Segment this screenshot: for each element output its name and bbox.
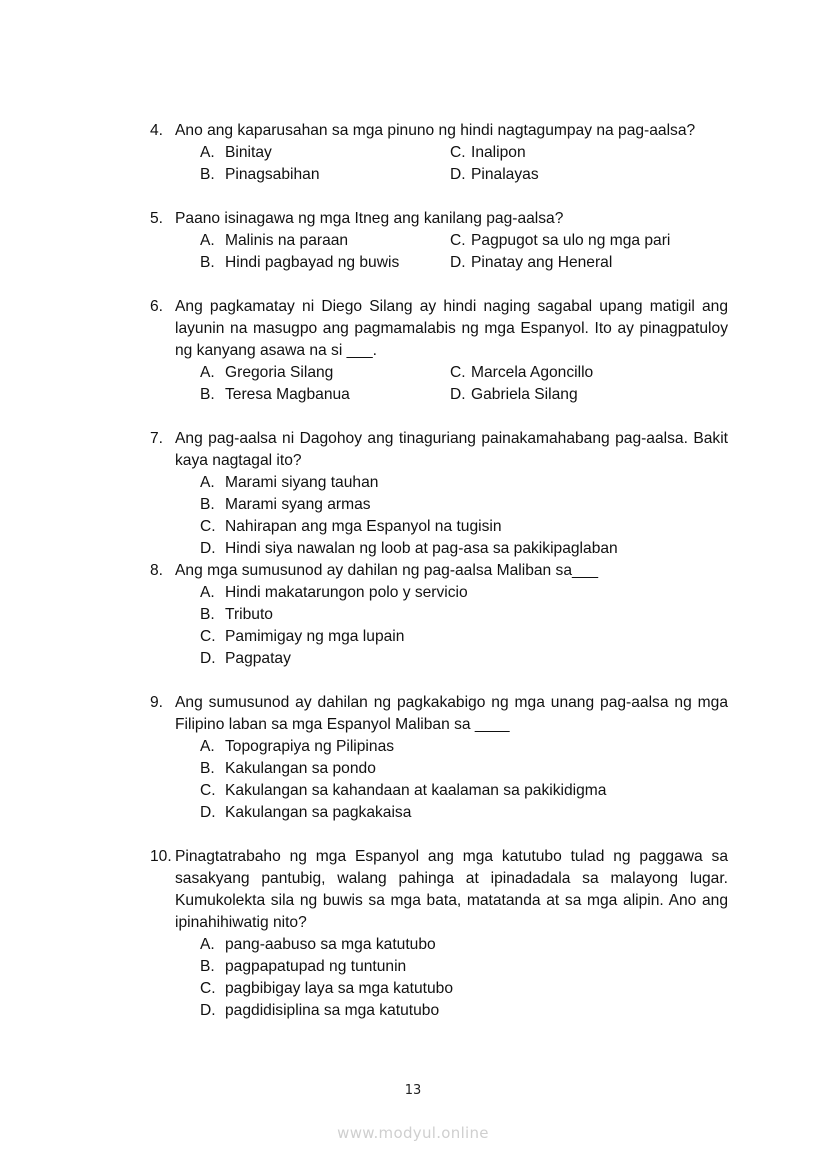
option-a: [200, 934, 728, 956]
option-letter: D.: [200, 804, 216, 821]
question-8: [150, 560, 728, 670]
option-a: [200, 582, 728, 604]
option-letter: C.: [200, 782, 216, 799]
option-a: [200, 230, 450, 252]
option-text: Gregoria Silang: [225, 364, 334, 381]
option-letter: B.: [200, 760, 215, 777]
option-text: pagpapatupad ng tuntunin: [225, 958, 407, 975]
option-b: [200, 252, 450, 274]
option-text: Pinalayas: [471, 166, 539, 183]
watermark: www.modyul.online: [337, 1124, 489, 1142]
option-c: [450, 230, 728, 252]
option-letter: D.: [450, 386, 466, 403]
option-text: Binitay: [225, 144, 272, 161]
question-number: 6.: [150, 298, 164, 315]
question-10: [150, 846, 728, 1022]
option-d: [450, 384, 728, 406]
option-text: pagbibigay laya sa mga katutubo: [225, 980, 453, 997]
option-text: Kakulangan sa kahandaan at kaalaman sa pakikidigma: [225, 782, 607, 799]
option-a: [200, 362, 450, 384]
option-d: [200, 802, 728, 824]
option-letter: A.: [200, 584, 215, 601]
option-text: Kakulangan sa pagkakaisa: [225, 804, 412, 821]
question-5: [150, 208, 728, 274]
question-number: 4.: [150, 122, 164, 139]
option-letter: A.: [200, 232, 215, 249]
option-letter: D.: [200, 650, 216, 667]
option-b: [200, 956, 728, 978]
option-letter: D.: [450, 166, 466, 183]
option-letter: B.: [200, 496, 215, 513]
option-text: Nahirapan ang mga Espanyol na tugisin: [225, 518, 502, 535]
question-7: [150, 428, 728, 560]
option-d: [200, 538, 728, 560]
option-text: Marami siyang tauhan: [225, 474, 379, 491]
option-b: [200, 384, 450, 406]
question-text: Paano isinagawa ng mga Itneg ang kanilang pag-aalsa?: [175, 210, 564, 227]
option-letter: B.: [200, 254, 215, 271]
option-letter: C.: [450, 144, 466, 161]
option-b: [200, 604, 728, 626]
option-text: Topograpiya ng Pilipinas: [225, 738, 395, 755]
option-letter: A.: [200, 144, 215, 161]
option-text: Inalipon: [471, 144, 526, 161]
option-text: Hindi siya nawalan ng loob at pag-asa sa pakikipaglaban: [225, 540, 618, 557]
question-6: [150, 296, 728, 406]
option-letter: A.: [200, 364, 215, 381]
option-b: [200, 758, 728, 780]
option-letter: C.: [200, 980, 216, 997]
option-letter: C.: [450, 232, 466, 249]
option-text: Pagpugot sa ulo ng mga pari: [471, 232, 671, 249]
option-text: Teresa Magbanua: [225, 386, 350, 403]
option-d: [450, 164, 728, 186]
option-letter: A.: [200, 936, 215, 953]
option-letter: D.: [450, 254, 466, 271]
option-text: Malinis na paraan: [225, 232, 349, 249]
option-letter: C.: [200, 628, 216, 645]
option-text: Pinagsabihan: [225, 166, 320, 183]
option-a: [200, 472, 728, 494]
option-letter: B.: [200, 166, 215, 183]
option-text: Pinatay ang Heneral: [471, 254, 613, 271]
question-text: Ang pagkamatay ni Diego Silang ay hindi naging sagabal upang matigil ang layunin na masugpo ang pagmamalabis ng mga Espanyol. Ito ay pinagpatuloy ng kanyang asawa na si ___.: [175, 298, 728, 359]
question-number: 10.: [150, 848, 172, 865]
option-text: Tributo: [225, 606, 273, 623]
option-text: Gabriela Silang: [471, 386, 578, 403]
question-4: [150, 120, 728, 186]
option-b: [200, 494, 728, 516]
option-letter: B.: [200, 958, 215, 975]
option-b: [200, 164, 450, 186]
option-text: Hindi makatarungon polo y servicio: [225, 584, 468, 601]
question-number: 7.: [150, 430, 164, 447]
option-text: Kakulangan sa pondo: [225, 760, 376, 777]
question-text: Ang mga sumusunod ay dahilan ng pag-aalsa Maliban sa___: [175, 562, 599, 579]
option-letter: D.: [200, 1002, 216, 1019]
question-text: Pinagtatrabaho ng mga Espanyol ang mga katutubo tulad ng paggawa sa sasakyang pantubig, walang pahinga at ipinadadala sa malayong lugar. Kumukolekta sila ng buwis sa mga bata, matatanda at sa mga alipin. Ano ang ipinahihiwatig nito?: [175, 848, 728, 931]
option-letter: B.: [200, 606, 215, 623]
page-number: 13: [404, 1083, 422, 1098]
option-text: pagdidisiplina sa mga katutubo: [225, 1002, 440, 1019]
option-letter: C.: [200, 518, 216, 535]
question-text: Ang pag-aalsa ni Dagohoy ang tinaguriang painakamahabang pag-aalsa. Bakit kaya nagtagal ito?: [175, 430, 728, 469]
option-c: [200, 626, 728, 648]
option-a: [200, 142, 450, 164]
question-number: 8.: [150, 562, 164, 579]
option-text: Hindi pagbayad ng buwis: [225, 254, 400, 271]
option-a: [200, 736, 728, 758]
option-d: [200, 648, 728, 670]
question-text: Ang sumusunod ay dahilan ng pagkakabigo ng mga unang pag-aalsa ng mga Filipino laban sa mga Espanyol Maliban sa ____: [175, 694, 728, 733]
question-text: Ano ang kaparusahan sa mga pinuno ng hindi nagtagumpay na pag-aalsa?: [175, 122, 696, 139]
option-c: [450, 142, 728, 164]
option-text: Pamimigay ng mga lupain: [225, 628, 405, 645]
option-c: [450, 362, 728, 384]
option-c: [200, 780, 728, 802]
option-text: pang-aabuso sa mga katutubo: [225, 936, 436, 953]
question-number: 9.: [150, 694, 164, 711]
question-number: 5.: [150, 210, 164, 227]
option-c: [200, 516, 728, 538]
option-text: Pagpatay: [225, 650, 291, 667]
option-text: Marcela Agoncillo: [471, 364, 594, 381]
option-letter: C.: [450, 364, 466, 381]
option-d: [200, 1000, 728, 1022]
option-c: [200, 978, 728, 1000]
question-9: [150, 692, 728, 824]
option-letter: B.: [200, 386, 215, 403]
option-letter: D.: [200, 540, 216, 557]
option-letter: A.: [200, 738, 215, 755]
option-text: Marami syang armas: [225, 496, 371, 513]
option-d: [450, 252, 728, 274]
option-letter: A.: [200, 474, 215, 491]
